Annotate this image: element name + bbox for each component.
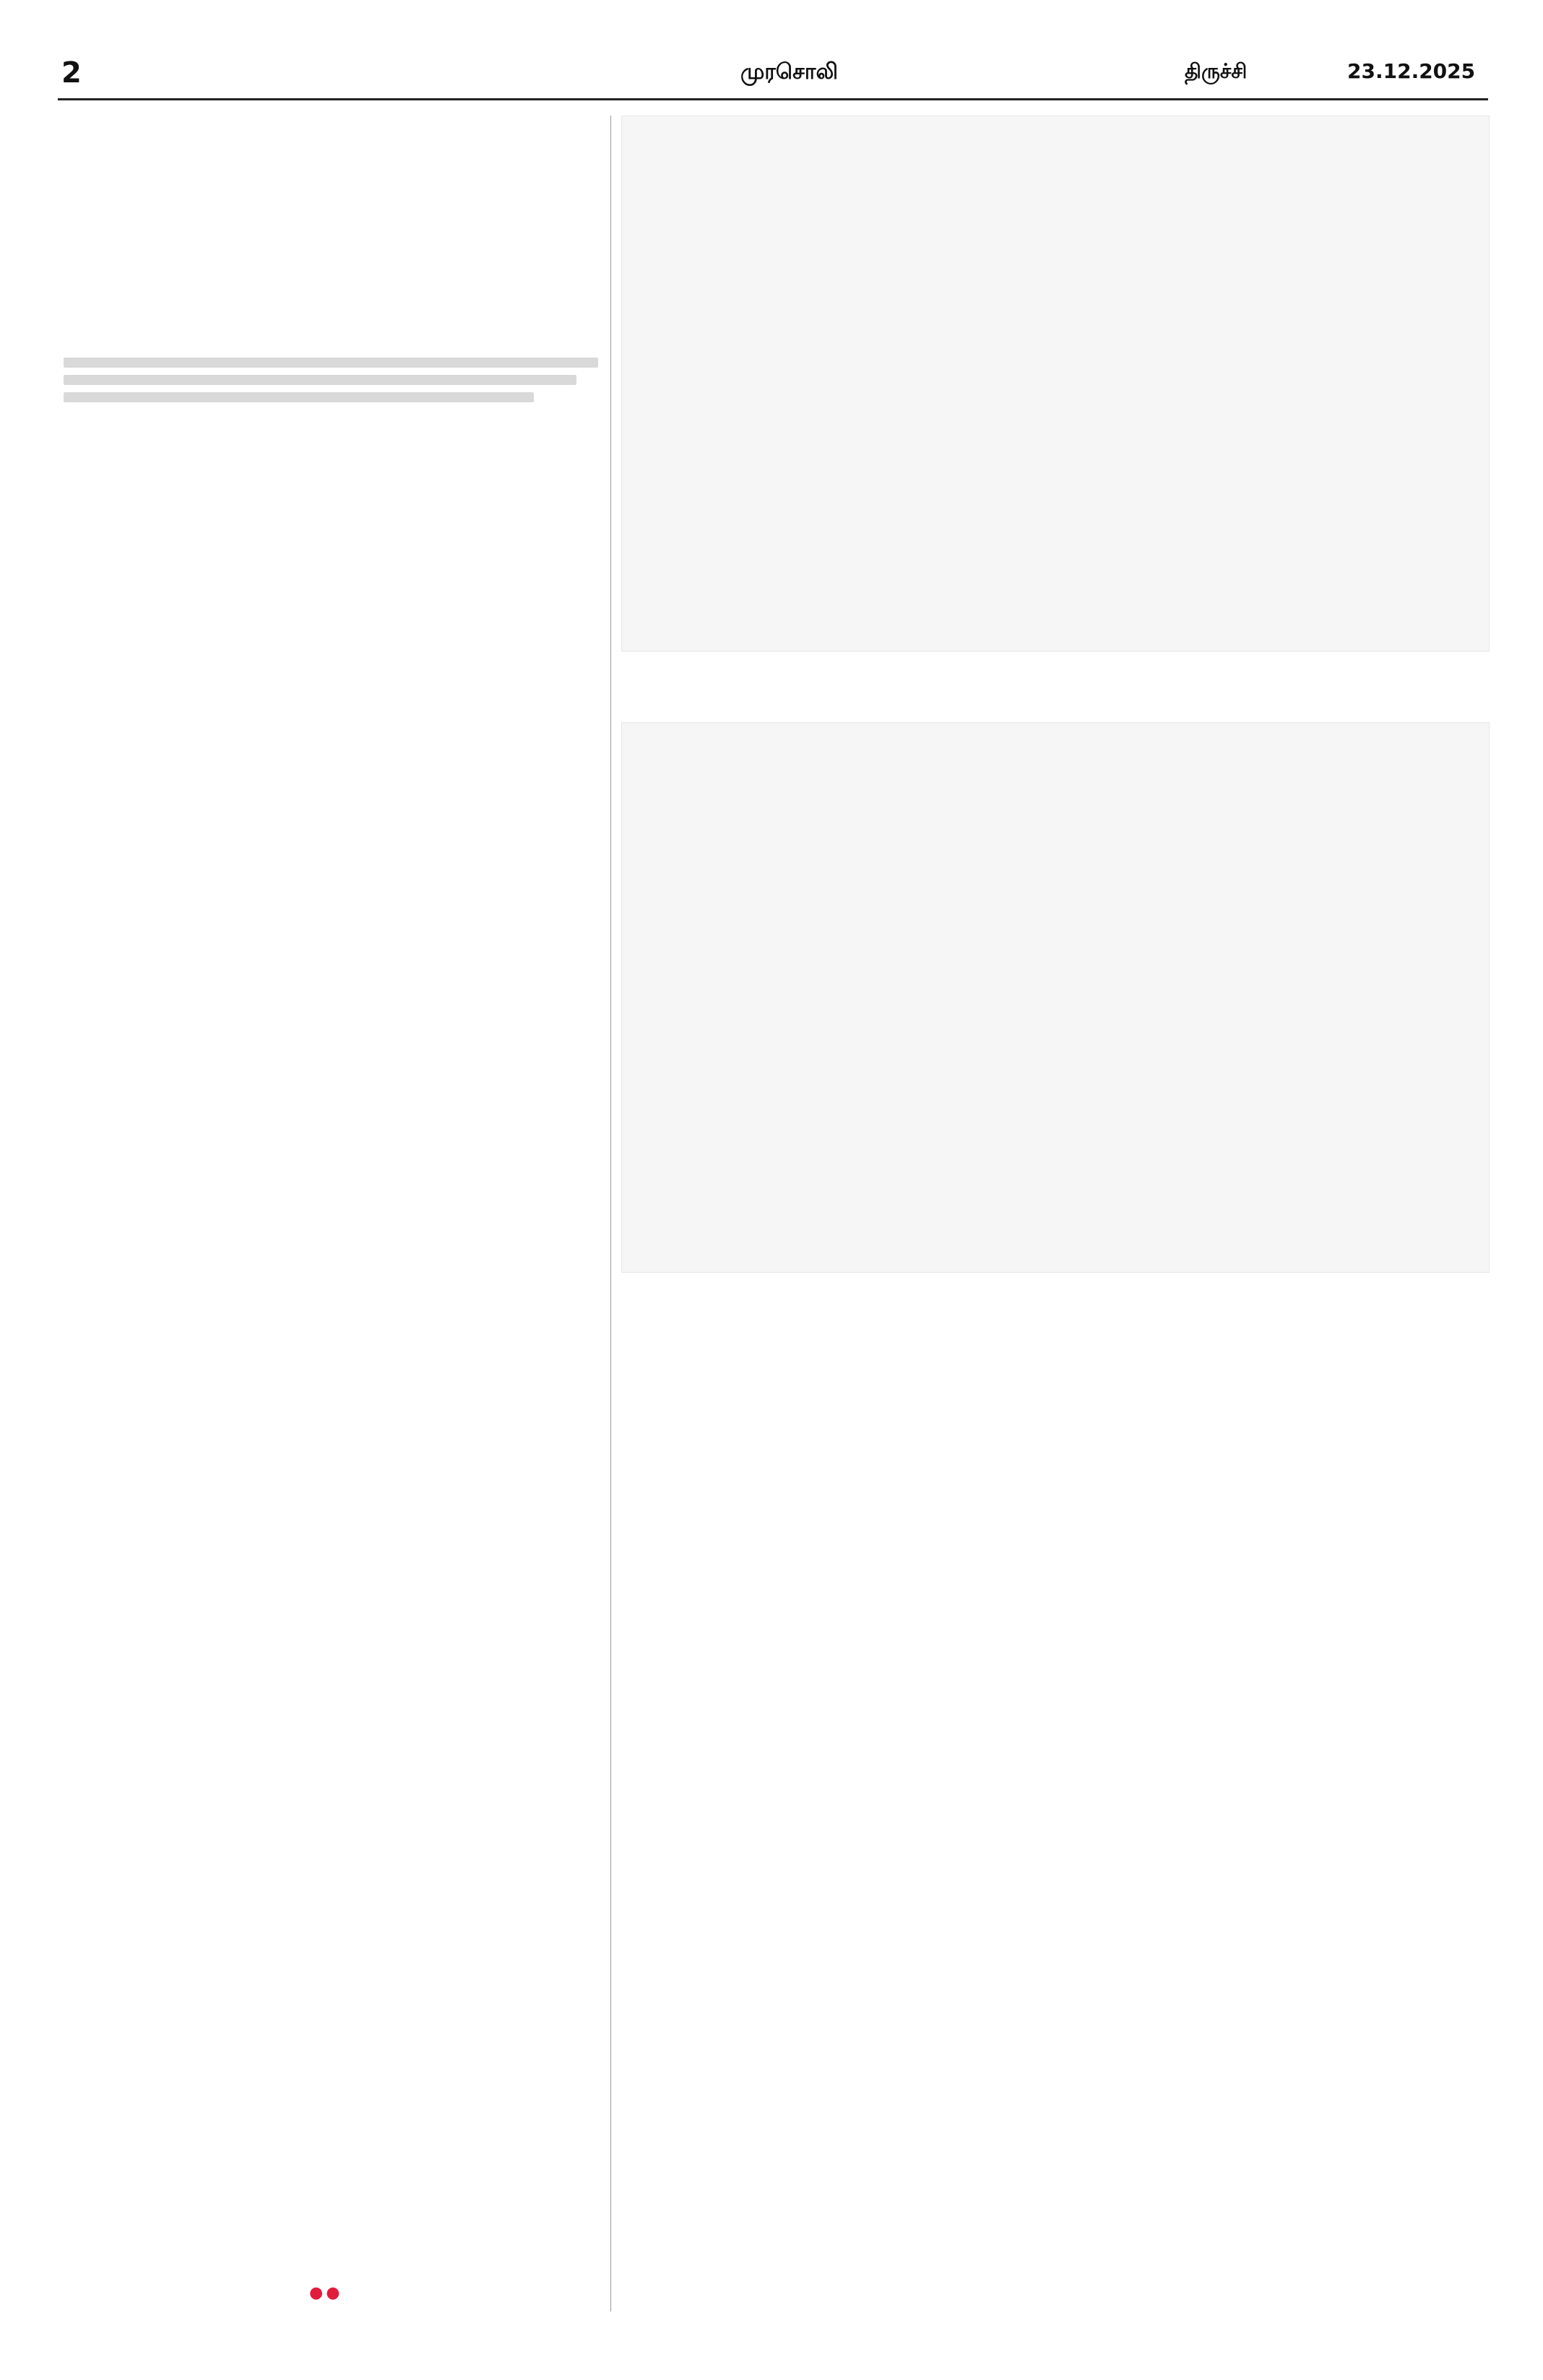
photo-2 [621,722,1490,1273]
newspaper-name: முரசொலி [740,59,838,85]
text-placeholder [64,358,598,368]
editorial-body [64,358,598,410]
edition-date: 23.12.2025 [1347,59,1476,83]
end-mark: ●● [309,2284,343,2302]
column-divider [610,116,611,2311]
photo-1 [621,116,1490,652]
page-number: 2 [61,56,82,90]
text-placeholder [64,375,576,385]
text-placeholder [64,392,534,402]
masthead-rule [58,98,1488,100]
edition-city: திருச்சி [1185,59,1248,83]
